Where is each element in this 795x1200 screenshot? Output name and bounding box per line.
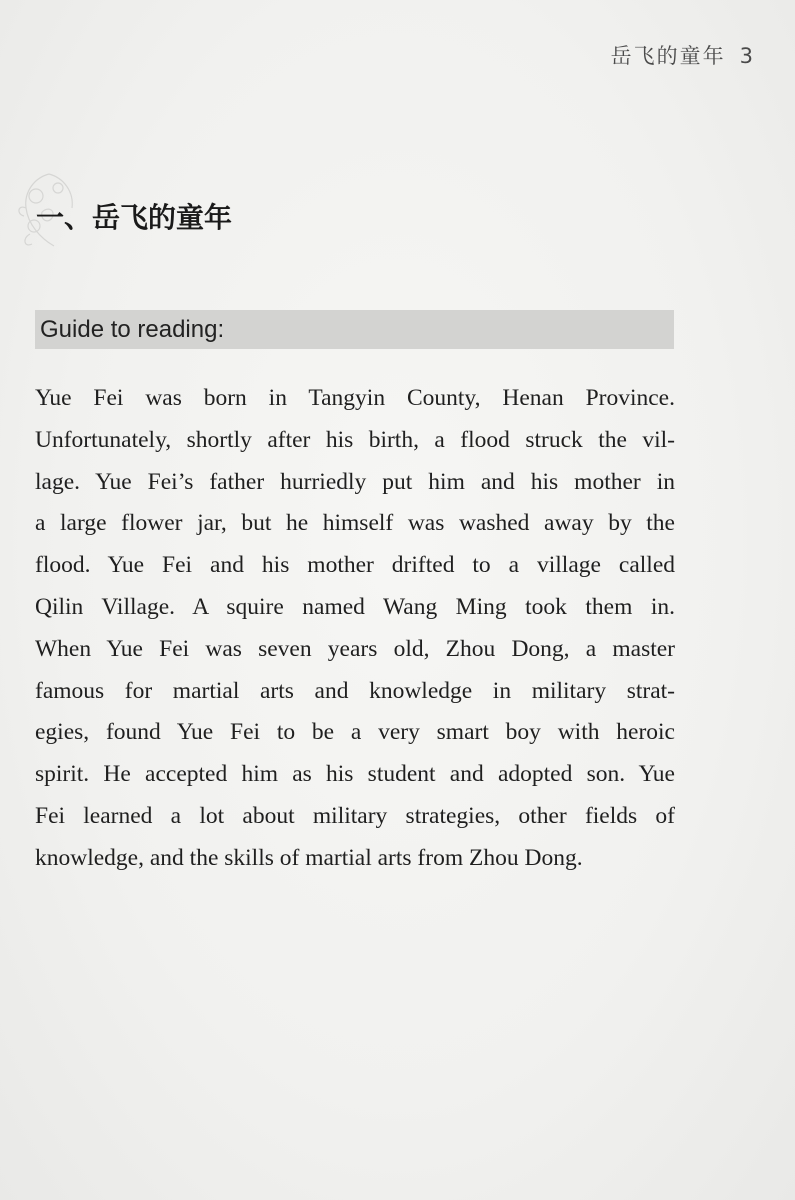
paragraph-line: Yue Fei was born in Tangyin County, Henan Province. xyxy=(35,385,675,411)
guide-to-reading-banner xyxy=(35,310,674,349)
body-paragraph xyxy=(35,378,675,880)
paragraph-line: flood. Yue Fei and his mother drifted to a village called xyxy=(35,552,675,579)
running-header-title: 岳飞的童年 xyxy=(610,44,726,68)
paragraph-line: Fei learned a lot about military strategies, other fields of xyxy=(35,802,675,829)
paragraph-line: famous for martial arts and knowledge in military strat- xyxy=(35,677,675,704)
paragraph-line: spirit. He accepted him as his student and adopted son. Yue xyxy=(35,761,675,788)
running-header xyxy=(611,40,755,70)
paragraph-line: a large flower jar, but he himself was washed away by the xyxy=(35,510,675,537)
chapter-title: 一、岳飞的童年 xyxy=(36,201,233,234)
paragraph-line: When Yue Fei was seven years old, Zhou Dong, a master xyxy=(35,635,675,662)
guide-to-reading-label: Guide to reading: xyxy=(40,316,225,343)
paragraph-line: knowledge, and the skills of martial arts from Zhou Dong. xyxy=(35,844,583,871)
paragraph-line: Unfortunately, shortly after his birth, a flood struck the vil- xyxy=(35,426,675,453)
paragraph-line: egies, found Yue Fei to be a very smart boy with heroic xyxy=(35,719,675,746)
paragraph-line: Qilin Village. A squire named Wang Ming took them in. xyxy=(35,593,675,620)
page-number: 3 xyxy=(739,44,755,68)
paragraph-line: lage. Yue Fei’s father hurriedly put him and his mother in xyxy=(35,468,675,495)
